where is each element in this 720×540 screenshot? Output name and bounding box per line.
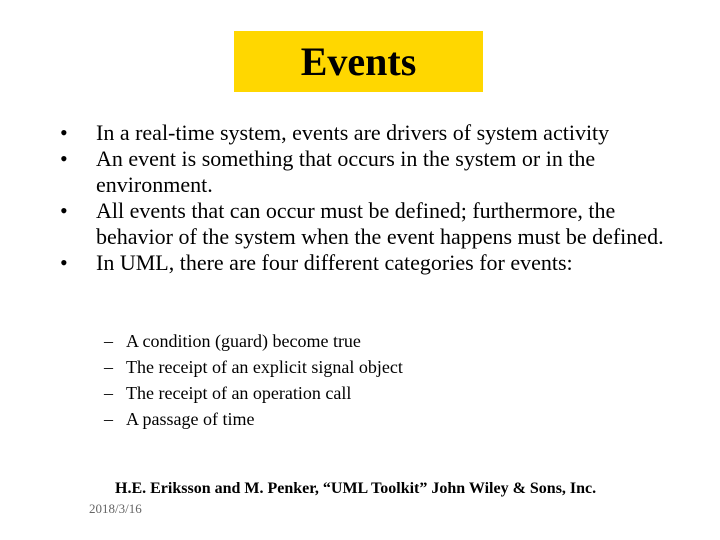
bullet-text: An event is something that occurs in the system or in the environment. — [96, 146, 596, 197]
bullet-list — [56, 120, 676, 276]
bullet-dot-icon: • — [60, 146, 68, 171]
title-box — [234, 31, 483, 92]
slide-date: 2018/3/16 — [89, 501, 142, 516]
bullet-dot-icon: • — [60, 198, 68, 223]
dash-icon: – — [104, 383, 113, 403]
dash-icon: – — [104, 409, 113, 429]
sub-bullet-text: A condition (guard) become true — [126, 331, 361, 351]
citation: H.E. Eriksson and M. Penker, “UML Toolkit” John Wiley & Sons, Inc. — [115, 480, 597, 497]
bullet-dot-icon: • — [60, 250, 68, 275]
sub-bullet-item — [104, 354, 403, 380]
bullet-dot-icon: • — [60, 120, 68, 145]
sub-bullet-text: A passage of time — [126, 409, 255, 429]
sub-bullet-item — [104, 328, 403, 354]
bullet-text: In UML, there are four different categories for events: — [96, 250, 573, 275]
sub-bullet-item — [104, 406, 403, 432]
bullet-item — [56, 198, 676, 250]
sub-bullet-text: The receipt of an explicit signal object — [126, 357, 403, 377]
sub-bullet-text: The receipt of an operation call — [126, 383, 352, 403]
bullet-item — [56, 146, 676, 198]
sub-bullet-list — [104, 328, 403, 432]
dash-icon: – — [104, 357, 113, 377]
bullet-item — [56, 120, 676, 146]
bullet-item — [56, 250, 676, 276]
bullet-text: All events that can occur must be defined; furthermore, the behavior of the system when the event happens must be defined. — [96, 198, 664, 249]
slide-title: Events — [300, 38, 417, 84]
dash-icon: – — [104, 331, 113, 351]
sub-bullet-item — [104, 380, 403, 406]
bullet-text: In a real-time system, events are drivers of system activity — [96, 120, 610, 145]
